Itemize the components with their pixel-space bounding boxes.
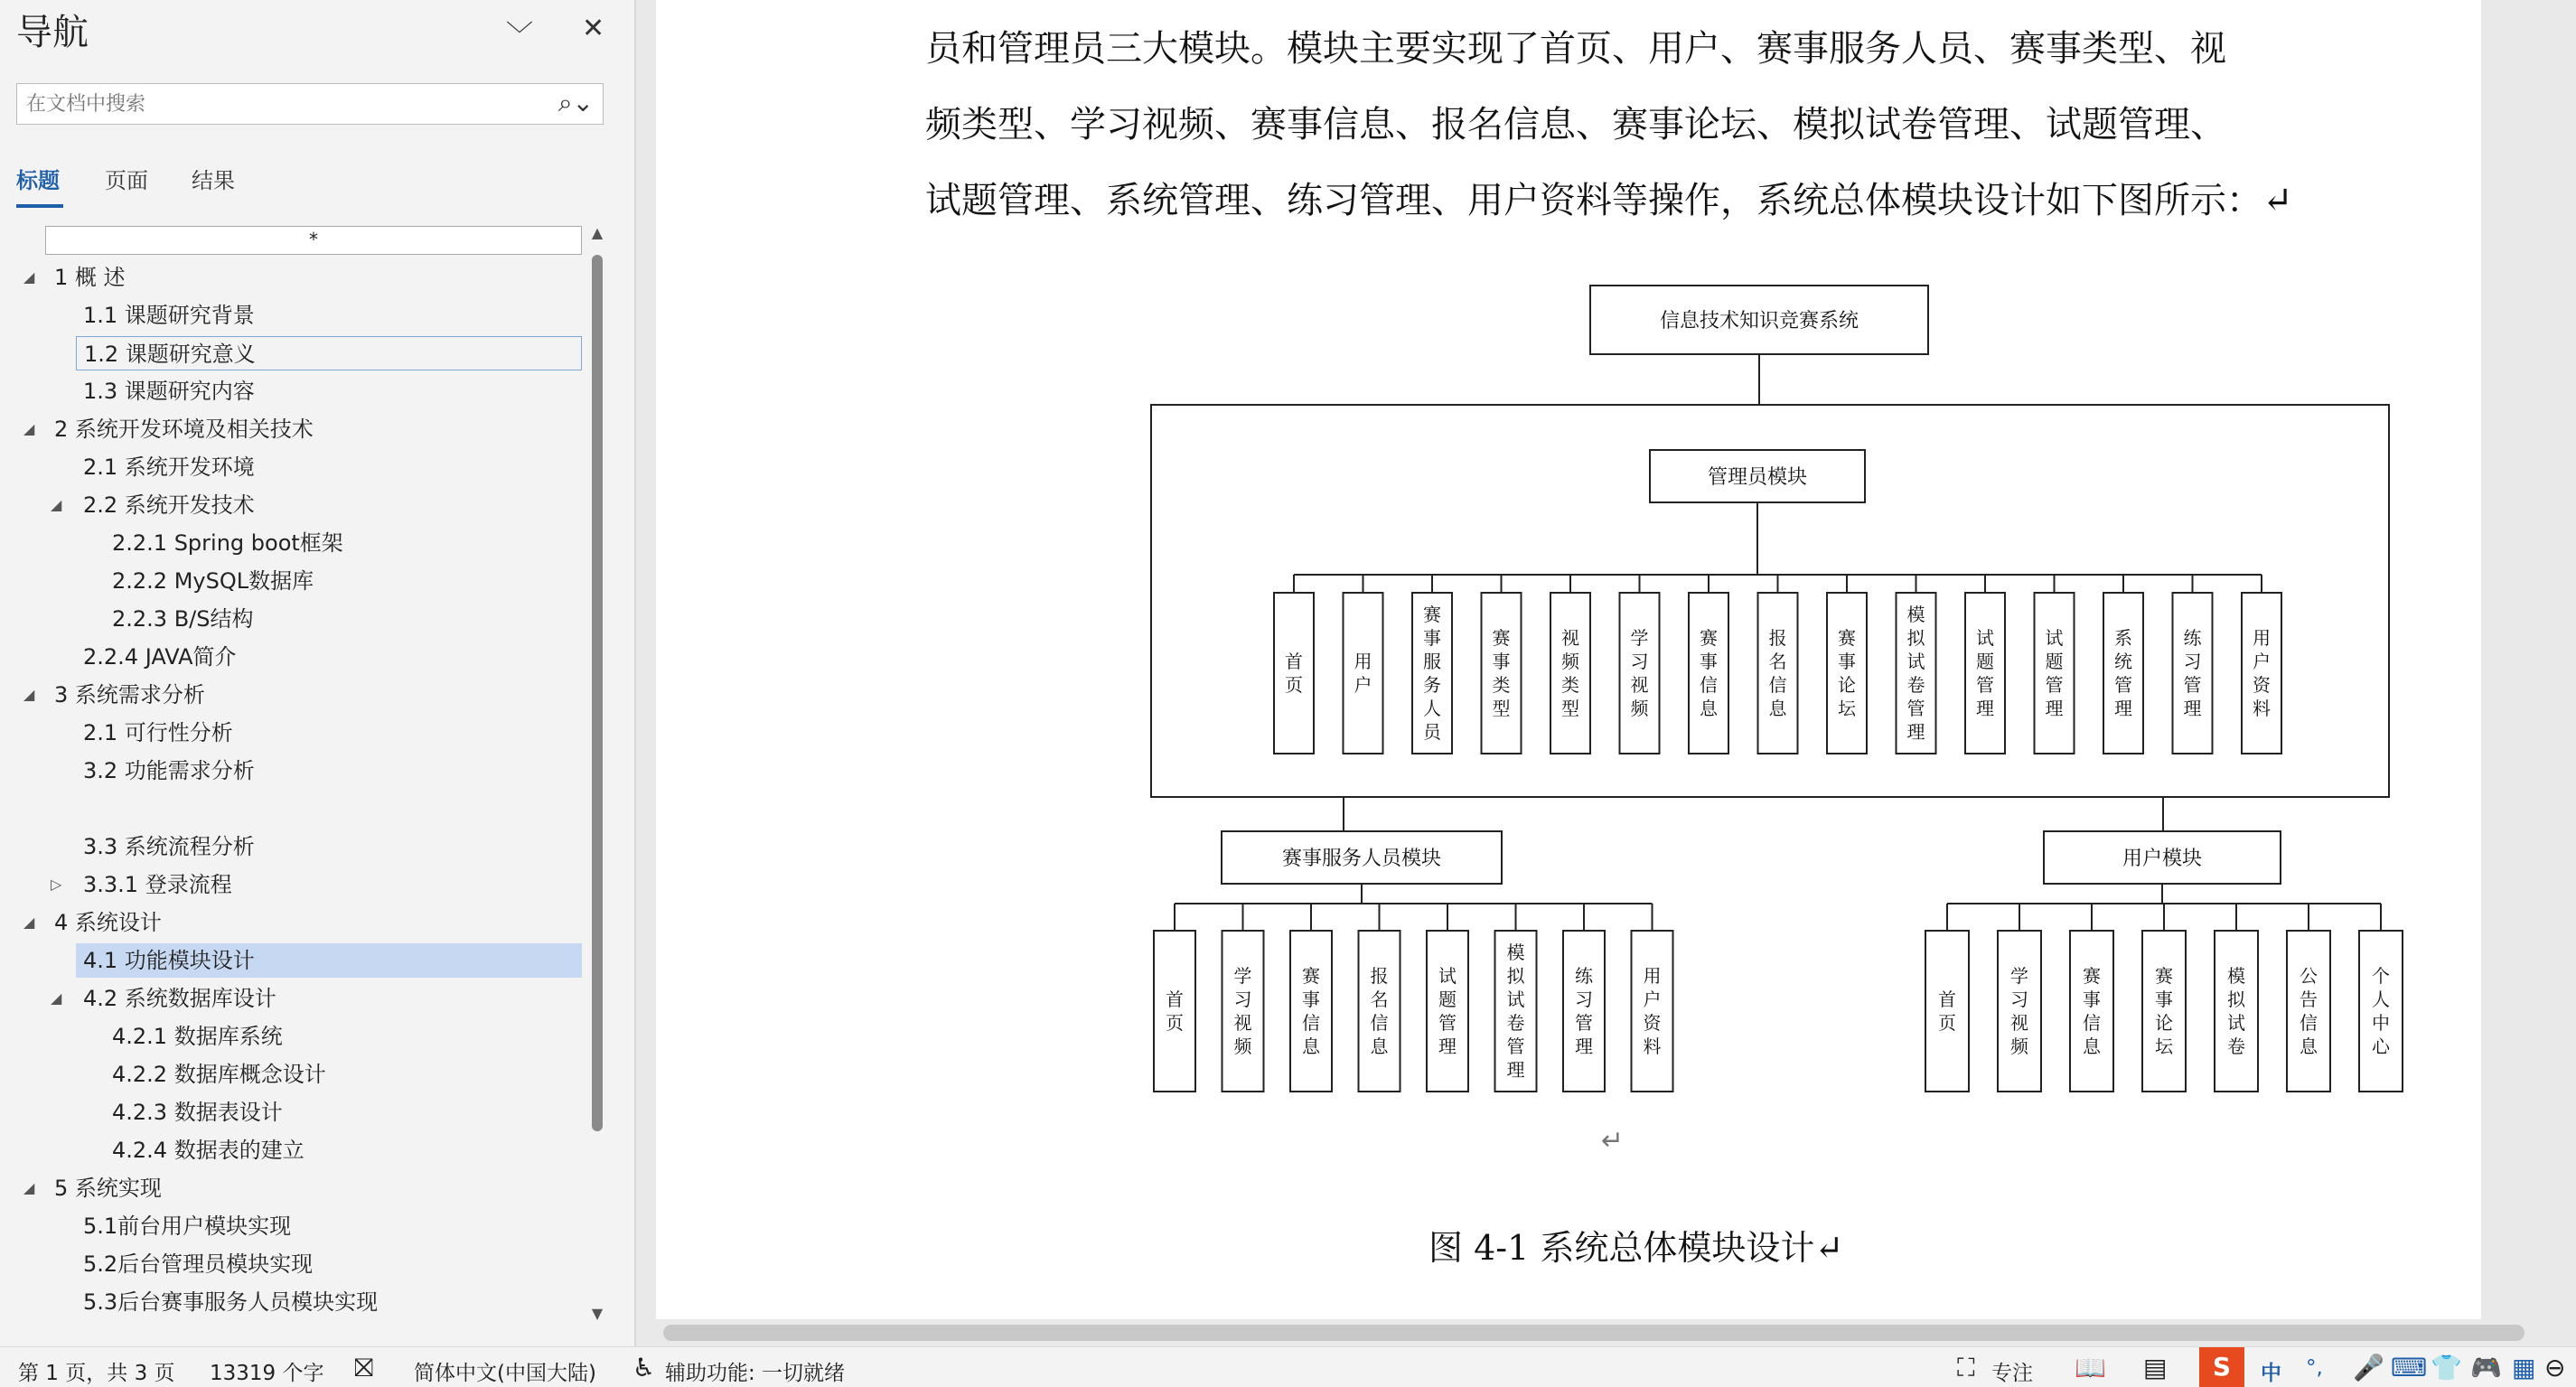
nav-heading-item[interactable]: 5.2后台管理员模块实现 [83,1251,314,1277]
nav-heading-item[interactable]: 4.2.4 数据表的建立 [112,1138,304,1163]
leaf-module-box [1925,931,1969,1092]
figure-caption: 图 4-1 系统总体模块设计↵ [1429,1228,1844,1268]
paragraph-line: 试题管理、系统管理、练习管理、用户资料等操作，系统总体模块设计如下图所示：↵ [925,180,2293,221]
leaf-module-box [2142,931,2186,1092]
leaf-module-label: 赛事信息 [2083,965,2101,1057]
print-layout-icon[interactable]: ▤ [2143,1353,2168,1382]
root-module-box-label: 信息技术知识竞赛系统 [1659,310,1859,333]
leaf-module-box [1689,593,1728,754]
leaf-module-box [1427,931,1468,1092]
accessibility-status[interactable]: 辅助功能: 一切就绪 [665,1362,846,1385]
leaf-module-box [1222,931,1264,1092]
nav-heading-item[interactable]: 1.3 课题研究内容 [83,379,255,404]
nav-heading-item[interactable]: 2.2.3 B/S结构 [112,606,254,632]
collapse-arrow-icon[interactable]: ◢ [23,686,35,703]
nav-heading-item[interactable]: 3.3 系统流程分析 [83,834,255,859]
leaf-module-box [1359,931,1400,1092]
leaf-module-label: 赛事服务人员 [1423,604,1441,743]
scroll-down-icon[interactable]: ▼ [591,1305,604,1322]
collapse-arrow-icon[interactable]: ◢ [23,420,35,437]
leaf-module-box [1998,931,2041,1092]
focus-icon[interactable]: ⛶ [1957,1353,1975,1382]
leaf-module-label: 首页 [1166,989,1184,1034]
nav-heading-item[interactable]: 3.3.1 登录流程 [83,872,232,897]
leaf-module-label: 用户资料 [2253,627,2271,719]
leaf-module-box [1620,593,1660,754]
scroll-thumb[interactable] [592,255,603,1131]
tab-pages[interactable]: 页面 [105,168,148,193]
ime-language[interactable]: 中 [2261,1362,2281,1385]
leaf-module-label: 赛事论坛 [2155,965,2173,1057]
leaf-module-box [2070,931,2113,1092]
game-icon[interactable]: 🎮 [2470,1353,2502,1382]
paragraph-line: 频类型、学习视频、赛事信息、报名信息、赛事论坛、模拟试卷管理、试题管理、 [925,104,2226,145]
service-module-box-label: 赛事服务人员模块 [1281,848,1442,870]
leaf-module-label: 试题管理 [2045,627,2064,719]
leaf-module-label: 试题管理 [1976,627,1994,719]
leaf-module-label: 赛事类型 [1492,627,1511,719]
nav-heading-item[interactable]: 4.2 系统数据库设计 [83,986,276,1011]
leaf-module-box [1274,593,1314,754]
nav-heading-item[interactable]: 5 系统实现 [54,1176,162,1201]
nav-heading-item[interactable]: 4.2.3 数据表设计 [112,1100,283,1125]
tab-results[interactable]: 结果 [192,168,235,193]
keyboard-icon[interactable]: ⌨ [2391,1353,2428,1382]
return-mark: ↵ [1601,1125,1625,1157]
nav-heading-item[interactable]: 5.3后台赛事服务人员模块实现 [83,1289,379,1315]
search-input[interactable] [26,89,532,118]
chevron-down-icon[interactable]: ﹀ [506,20,533,52]
tab-headings[interactable]: 标题 [16,168,60,193]
tab-underline [16,204,63,208]
horizontal-scrollbar[interactable] [663,1325,2524,1341]
leaf-module-box [2173,593,2213,754]
language-indicator[interactable]: 简体中文(中国大陆) [414,1362,596,1385]
nav-heading-item[interactable]: 2.1 系统开发环境 [83,455,255,480]
document-area [636,0,2576,1346]
search-icon[interactable]: ⌕⌄ [557,88,594,117]
leaf-module-box [1965,593,2005,754]
leaf-module-label: 学习视频 [1630,627,1649,719]
leaf-module-box [2287,931,2330,1092]
leaf-module-box [1632,931,1673,1092]
ime-punctuation-icon[interactable]: °, [2306,1356,2323,1380]
leaf-module-label: 首页 [1285,651,1303,696]
nav-heading-item[interactable]: 1.2 课题研究意义 [76,336,582,370]
user-module-box-label: 用户模块 [2122,848,2203,870]
nav-heading-item[interactable]: 4 系统设计 [54,910,162,935]
leaf-module-label: 个人中心 [2372,965,2390,1057]
nav-heading-item[interactable]: 4.2.1 数据库系统 [112,1024,283,1049]
leaf-module-box [2242,593,2281,754]
leaf-module-label: 模拟试卷 [2227,965,2245,1057]
leaf-module-label: 用户资料 [1643,965,1662,1057]
nav-heading-item[interactable]: 2 系统开发环境及相关技术 [54,417,314,442]
word-count[interactable]: 13319 个字 [210,1362,324,1385]
nav-scrollbar[interactable] [589,220,605,1332]
focus-label[interactable]: 专注 [1991,1362,2033,1385]
proofing-icon[interactable]: ⛝ [354,1353,374,1382]
leaf-module-label: 视频类型 [1561,627,1579,719]
paragraph-line: 员和管理员三大模块。模块主要实现了首页、用户、赛事服务人员、赛事类型、视 [925,28,2226,70]
leaf-module-box [1758,593,1798,754]
leaf-module-box [1563,931,1605,1092]
leaf-module-box [2103,593,2143,754]
leaf-module-label: 赛事信息 [1700,627,1718,719]
module-diagram [656,0,2481,1211]
leaf-module-box [1290,931,1332,1092]
search-box[interactable] [16,83,604,125]
nav-heading-item[interactable]: 4.1 功能模块设计 [76,943,582,978]
leaf-module-box [1827,593,1867,754]
nav-heading-item[interactable]: 1.1 课题研究背景 [83,303,255,328]
nav-heading-item[interactable]: 4.2.2 数据库概念设计 [112,1062,326,1087]
nav-heading-item[interactable]: 5.1前台用户模块实现 [83,1214,292,1239]
nav-heading-item[interactable]: 1 概 述 [54,265,126,290]
nav-heading-item[interactable]: 3 系统需求分析 [54,682,205,708]
leaf-module-box [2359,931,2403,1092]
nav-title: 导航 [16,12,89,53]
leaf-module-label: 报名信息 [1768,627,1787,719]
leaf-module-label: 报名信息 [1370,965,1389,1057]
nav-heading-item[interactable]: 2.2 系统开发技术 [83,492,255,518]
scroll-up-icon[interactable]: ▲ [591,224,604,241]
leaf-module-box [1550,593,1590,754]
leaf-module-box [1344,593,1383,754]
page-count[interactable]: 第 1 页，共 3 页 [18,1362,175,1385]
nav-heading-item[interactable]: 2.2.4 JAVA简介 [83,644,237,670]
leaf-module-label: 公告信息 [2300,965,2318,1057]
navigation-pane [0,0,634,1346]
heading-tree [0,220,587,1332]
leaf-module-label: 赛事论坛 [1838,627,1856,719]
leaf-module-label: 学习视频 [2010,965,2028,1057]
leaf-module-label: 模拟试卷管理 [1906,604,1925,743]
leaf-module-label: 练习管理 [1575,965,1593,1057]
skin-icon[interactable]: 👕 [2431,1353,2462,1382]
nav-heading-item[interactable]: 2.1 可行性分析 [83,720,233,745]
leaf-module-label: 用户 [1354,651,1372,696]
leaf-module-box [2215,931,2258,1092]
leaf-module-box [1154,931,1195,1092]
leaf-module-label: 赛事信息 [1302,965,1320,1057]
tools-grid-icon[interactable]: ▦ [2512,1353,2536,1382]
nav-heading-item[interactable]: 3.2 功能需求分析 [83,758,255,783]
leaf-module-label: 试题管理 [1438,965,1457,1057]
ime-logo-icon[interactable]: S [2199,1347,2244,1387]
zoom-icon[interactable]: ⊖ [2544,1353,2566,1382]
collapse-bar[interactable]: * [45,226,582,255]
admin-module-box-label: 管理员模块 [1707,466,1808,489]
collapse-arrow-icon[interactable]: ◢ [23,914,35,931]
leaf-module-box [1482,593,1522,754]
collapse-arrow-icon[interactable]: ◢ [51,989,62,1007]
leaf-module-label: 系统管理 [2114,627,2132,719]
nav-heading-item[interactable]: 2.2.1 Spring boot框架 [112,530,343,556]
leaf-module-label: 学习视频 [1233,965,1252,1057]
leaf-module-label: 首页 [1938,989,1956,1034]
nav-heading-item[interactable] [76,792,582,826]
document-page[interactable] [656,0,2481,1319]
status-bar [0,1346,2576,1386]
accessibility-icon[interactable]: ♿ [632,1353,656,1382]
nav-heading-item[interactable]: 2.2.2 MySQL数据库 [112,568,314,594]
read-mode-icon[interactable]: 📖 [2075,1353,2106,1382]
leaf-module-box [2035,593,2075,754]
collapse-arrow-icon[interactable]: ◢ [23,268,35,286]
microphone-icon[interactable]: 🎤 [2353,1353,2384,1382]
collapse-arrow-icon[interactable]: ◢ [23,1179,35,1196]
collapse-arrow-icon[interactable]: ◢ [51,496,62,513]
close-icon[interactable]: ✕ [582,13,605,44]
expand-arrow-icon[interactable]: ▷ [51,876,62,893]
leaf-module-label: 模拟试卷管理 [1506,942,1525,1081]
leaf-module-label: 练习管理 [2183,627,2202,719]
